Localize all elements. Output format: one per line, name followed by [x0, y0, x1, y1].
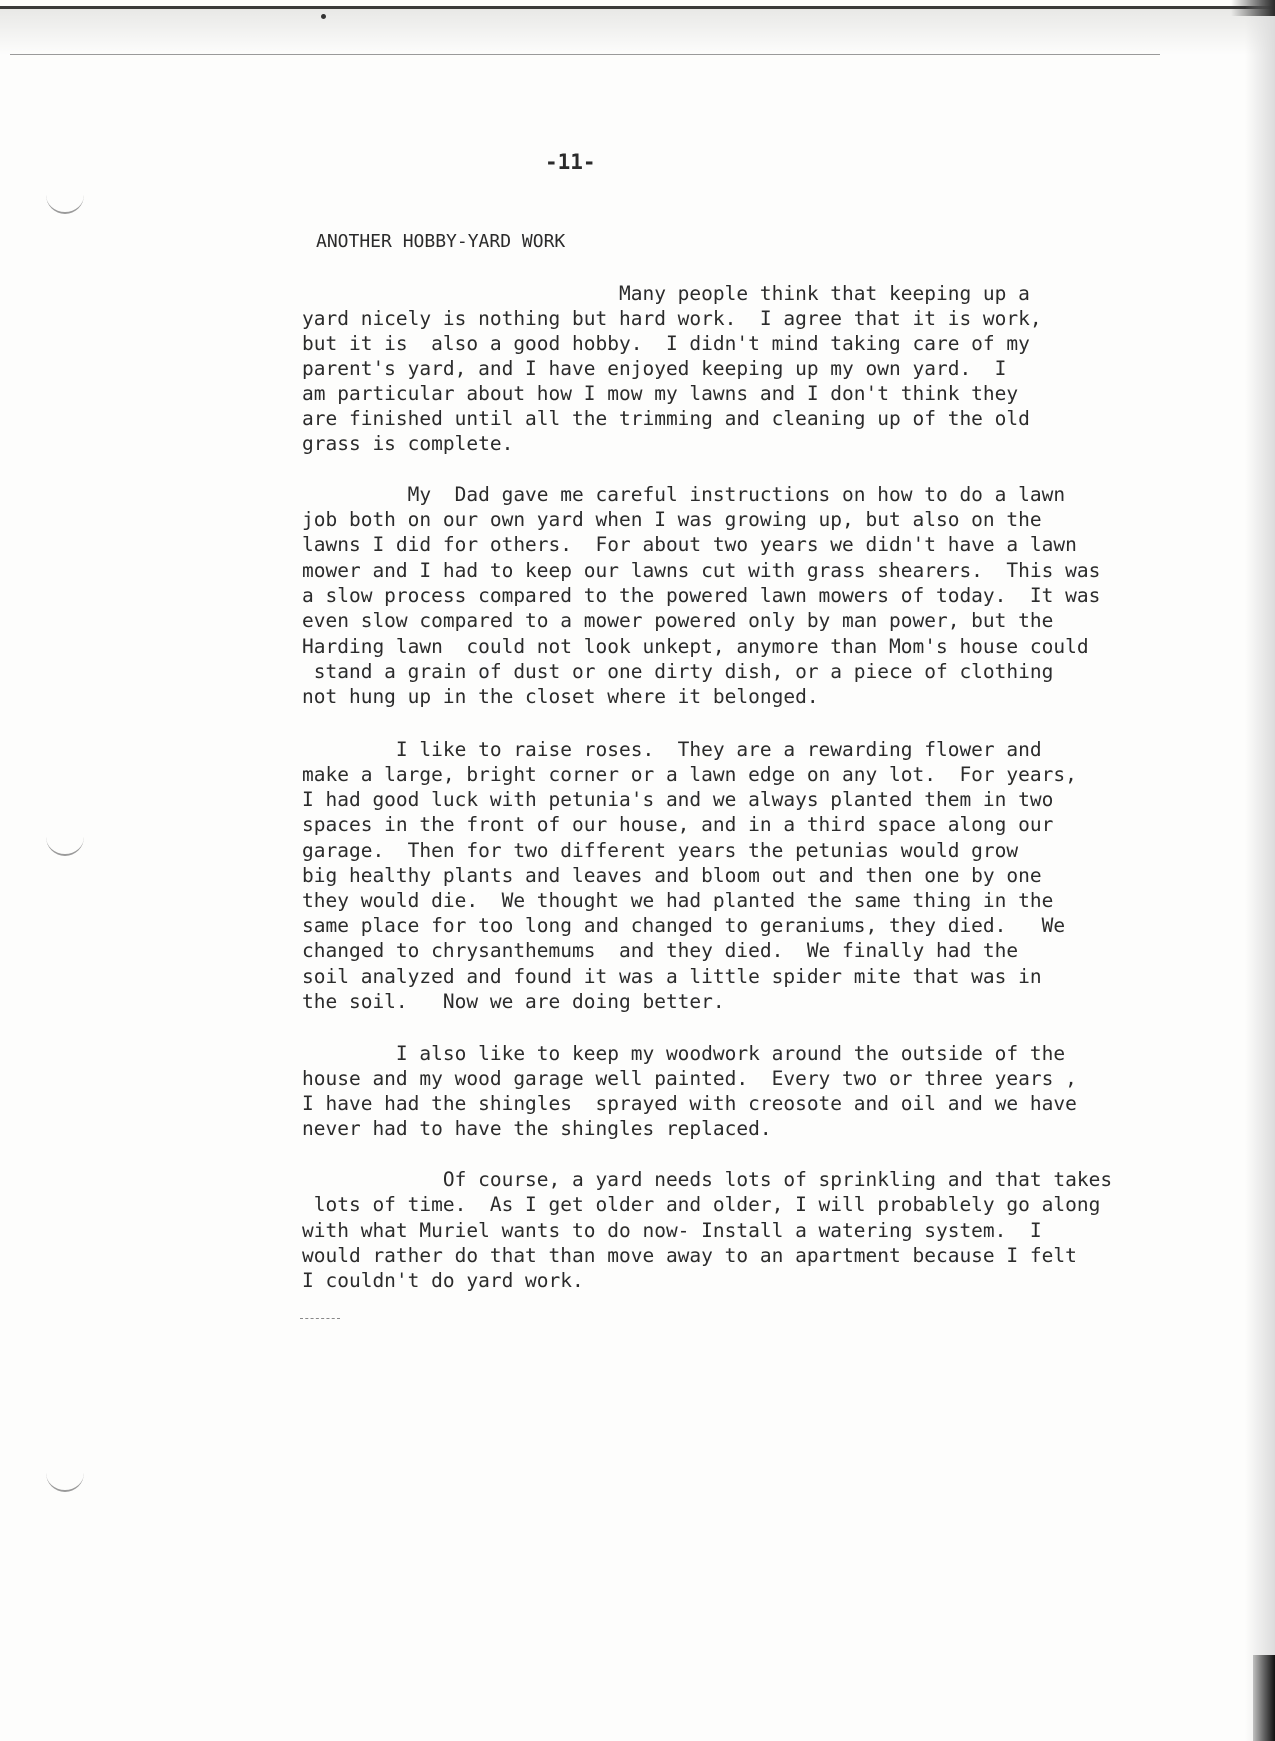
- text-line: changed to chrysanthemums and they died. We finally had the: [302, 939, 1019, 962]
- text-line: stand a grain of dust or one dirty dish, or a piece of clothing: [302, 660, 1054, 683]
- text-line: lots of time. As I get older and older, I will probablely go along: [302, 1193, 1101, 1216]
- text-line: I have had the shingles sprayed with creosote and oil and we have: [302, 1092, 1077, 1115]
- text-line: I couldn't do yard work.: [302, 1269, 584, 1292]
- text-line: mower and I had to keep our lawns cut with grass shearers. This was: [302, 559, 1101, 582]
- text-line: I like to raise roses. They are a rewarding flower and: [302, 738, 1042, 761]
- scan-shadow-right: [1245, 0, 1275, 1741]
- text-line: house and my wood garage well painted. Every two or three years ,: [302, 1067, 1077, 1090]
- binder-hole-middle: [46, 832, 84, 856]
- text-line: with what Muriel wants to do now- Install a watering system. I: [302, 1219, 1042, 1242]
- ink-dot: [321, 14, 326, 19]
- text-line: even slow compared to a mower powered only by man power, but the: [302, 609, 1054, 632]
- text-line: I had good luck with petunia's and we always planted them in two: [302, 788, 1054, 811]
- text-line: am particular about how I mow my lawns and I don't think they: [302, 382, 1019, 405]
- text-line: Many people think that keeping up a: [302, 282, 1030, 305]
- text-line: Of course, a yard needs lots of sprinkling and that takes: [302, 1168, 1113, 1191]
- text-line: but it is also a good hobby. I didn't mind taking care of my: [302, 332, 1030, 355]
- text-line: My Dad gave me careful instructions on how to do a lawn: [302, 483, 1066, 506]
- text-line: spaces in the front of our house, and in a third space along our: [302, 813, 1054, 836]
- binder-hole-top: [46, 190, 84, 214]
- scan-corner-top-right: [1231, 0, 1275, 16]
- scan-edge-top: [0, 6, 1275, 9]
- text-line: soil analyzed and found it was a little spider mite that was in: [302, 965, 1042, 988]
- text-line: grass is complete.: [302, 432, 514, 455]
- text-line: same place for too long and changed to geraniums, they died. We: [302, 914, 1066, 937]
- text-line: the soil. Now we are doing better.: [302, 990, 725, 1013]
- binder-hole-bottom: [46, 1468, 84, 1492]
- text-line: never had to have the shingles replaced.: [302, 1117, 772, 1140]
- text-line: yard nicely is nothing but hard work. I agree that it is work,: [302, 307, 1042, 330]
- scan-edge-rule: [10, 54, 1160, 55]
- scan-corner-bottom-right: [1253, 1655, 1275, 1741]
- text-line: make a large, bright corner or a lawn edge on any lot. For years,: [302, 763, 1077, 786]
- page-number: -11-: [545, 150, 596, 174]
- dash-mark: [300, 1318, 340, 1319]
- text-line: Harding lawn could not look unkept, anymore than Mom's house could: [302, 635, 1089, 658]
- text-line: would rather do that than move away to an apartment because I felt: [302, 1244, 1077, 1267]
- scan-shadow-top: [0, 9, 1275, 55]
- text-line: not hung up in the closet where it belonged.: [302, 685, 819, 708]
- text-line: job both on our own yard when I was growing up, but also on the: [302, 508, 1042, 531]
- text-line: parent's yard, and I have enjoyed keeping up my own yard. I: [302, 357, 1007, 380]
- text-line: they would die. We thought we had planted the same thing in the: [302, 889, 1054, 912]
- text-line: I also like to keep my woodwork around the outside of the: [302, 1042, 1066, 1065]
- text-line: are finished until all the trimming and cleaning up of the old: [302, 407, 1030, 430]
- text-line: lawns I did for others. For about two years we didn't have a lawn: [302, 533, 1077, 556]
- text-line: big healthy plants and leaves and bloom out and then one by one: [302, 864, 1042, 887]
- text-line: garage. Then for two different years the petunias would grow: [302, 839, 1019, 862]
- text-line: a slow process compared to the powered lawn mowers of today. It was: [302, 584, 1101, 607]
- document-title: ANOTHER HOBBY-YARD WORK: [316, 231, 566, 252]
